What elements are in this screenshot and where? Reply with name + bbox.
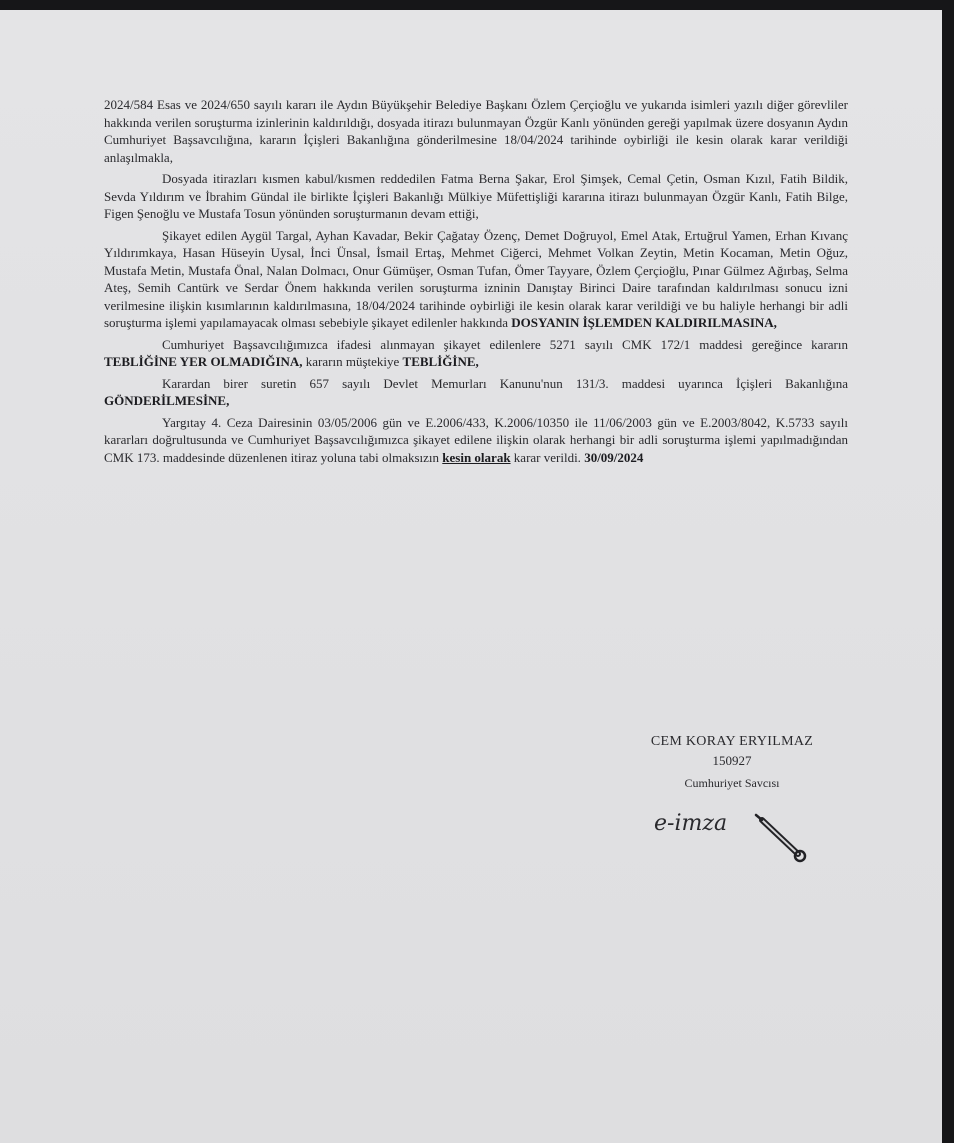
final-emphasis: kesin olarak: [442, 449, 511, 465]
paragraph-3: Şikayet edilen Aygül Targal, Ayhan Kavadar, Bekir Çağatay Özenç, Demet Doğruyol, Emel Atak, Ertuğrul Yamen, Erhan Kıvanç Yıldırımkaya, Hasan Hüseyin Uysal, İnci Ünsal, İsmail Ertaş, Mehmet Ciğerci, Mehmet Volkan Zeytin, Metin Kocaman, Metin Oğuz, Mustafa Metin, Mustafa Önal, Nalan Dolmacı, Onur Gümüşer, Osman Tufan, Ömer Tayyare, Özlem Çerçioğlu, Pınar Gülmez Ağırbaş, Selma Ateş, Semih Cantürk ve Serdar Önem hakkında verilen soruşturma izninin Danıştay Birinci Daire tarafından kaldırılması sonucu izni verilmesine ilişkin kısımlarının kaldırılmasına, 18/04/2024 tarihinde oybirliği ile kesin olarak karar verildiği ve bu haliyle herhangi bir adli soruşturma işlemi yapılamayacak olması sebebiyle şikayet edilenler hakkında DOSYANIN İŞLEMDEN KALDIRILMASINA,: [104, 227, 848, 330]
decision-dismissal: DOSYANIN İŞLEMDEN KALDIRILMASINA,: [511, 315, 777, 330]
paragraph-1: 2024/584 Esas ve 2024/650 sayılı kararı ile Aydın Büyükşehir Belediye Başkanı Özlem Çerçioğlu ve yukarıda isimleri yazılı diğer görevliler hakkında verilen soruşturma izinlerinin kaldırıldığı, dosyada itirazı bulunmayan Özgür Kanlı yönünden gereği yapılmak üzere dosyanın Aydın Cumhuriyet Başsavcılığına, kararın İçişleri Bakanlığına gönderilmesine 18/04/2024 tarihinde oybirliği ile kesin olarak karar verildiği anlaşılmakla,: [104, 97, 848, 165]
prosecutor-registry-number: 150927: [712, 753, 752, 768]
document-page: [0, 10, 942, 1143]
decision-date: 30/09/2024: [584, 449, 644, 465]
paragraph-5: Karardan birer suretin 657 sayılı Devlet Memurları Kanunu'nun 131/3. maddesi uyarınca İçişleri Bakanlığına GÖNDERİLMESİNE,: [104, 375, 848, 408]
scan-top-border: [0, 0, 954, 10]
decision-no-notification: TEBLİĞİNE YER OLMADIĞINA,: [104, 354, 303, 369]
paragraph-6: Yargıtay 4. Ceza Dairesinin 03/05/2006 gün ve E.2006/433, K.2006/10350 ile 11/06/2003 gün ve E.2003/8042, K.5733 sayılı kararları doğrultusunda ve Cumhuriyet Başsavcılığımızca şikayet edilene ilişkin olarak herhangi bir adli soruşturma işlemi yapılmadığından CMK 173. maddesinde düzenlenen itiraz yoluna tabi olmaksızın kesin olarak karar verildi. 30/09/2024: [104, 414, 848, 465]
pen-icon: [756, 815, 805, 861]
e-signature-stamp: [648, 798, 818, 868]
e-signature-text: e-imza: [654, 811, 728, 836]
prosecutor-name: CEM KORAY ERYILMAZ: [650, 734, 814, 749]
scan-right-border: [942, 0, 954, 1143]
signature-block: [612, 732, 852, 792]
prosecutor-title: Cumhuriyet Savcısı: [684, 776, 780, 790]
decision-notification: TEBLİĞİNE,: [402, 354, 479, 369]
document-body: [104, 96, 848, 470]
decision-send: GÖNDERİLMESİNE,: [104, 393, 230, 408]
paragraph-4: Cumhuriyet Başsavcılığımızca ifadesi alınmayan şikayet edilenlere 5271 sayılı CMK 172/1 maddesi gereğince kararın TEBLİĞİNE YER OLMADIĞINA, kararın müştekiye TEBLİĞİNE,: [104, 336, 848, 369]
paragraph-2: Dosyada itirazları kısmen kabul/kısmen reddedilen Fatma Berna Şakar, Erol Şimşek, Cemal Çetin, Osman Kızıl, Fatih Bildik, Sevda Yıldırım ve İbrahim Gündal ile birlikte İçişleri Bakanlığı Mülkiye Müfettişliği kararına itirazı bulunmayan Özgür Kanlı, Fatih Bilge, Figen Şenoğlu ve Mustafa Tosun yönünden soruşturmanın devam ettiği,: [104, 171, 848, 221]
